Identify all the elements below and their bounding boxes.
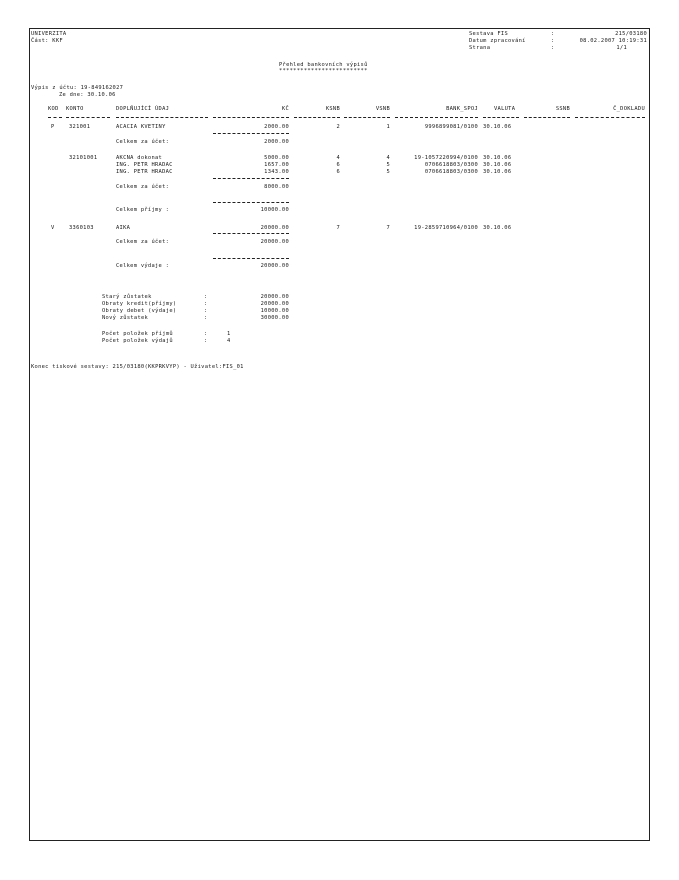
- col-konto: KONTO: [66, 106, 84, 112]
- col-doklad: Č_DOKLADU: [613, 106, 645, 112]
- summary-sep: :: [204, 308, 208, 314]
- row-banka: 19-1057220994/0100: [414, 155, 478, 161]
- row-banka: 9996899081/0100: [424, 124, 478, 130]
- title-underline-stars: *************************: [279, 68, 368, 74]
- col-banka: BANK_SPOJ: [446, 106, 478, 112]
- col-kod-rule: [48, 117, 62, 118]
- row-udaj: ING. PETR HRADAC: [116, 162, 173, 168]
- row-kc: 20000.00: [260, 225, 289, 231]
- report-end: Konec tiskové sestavy: 215/03180(KKPRKVYP) - Uživatel:FIS_01: [31, 364, 244, 370]
- row-subtotal-label: Celkem za účet:: [116, 184, 170, 190]
- report-title: Přehled bankovních výpisů: [279, 62, 368, 68]
- row-valuta: 30.10.06: [483, 124, 512, 130]
- row-ksnb: 7: [336, 225, 340, 231]
- date-value: 08.02.2007 10:19:31: [579, 38, 647, 44]
- col-konto-rule: [66, 117, 110, 118]
- summary-value: 20000.00: [260, 301, 289, 307]
- col-valuta-rule: [483, 117, 519, 118]
- row-kod: P: [51, 124, 55, 130]
- row-vsnb: 1: [386, 124, 390, 130]
- row-subtotal-label: Celkem za účet:: [116, 239, 170, 245]
- report-value: 215/03180: [615, 31, 647, 37]
- row-valuta: 30.10.06: [483, 225, 512, 231]
- subtotal-rule: [213, 178, 289, 179]
- col-kc: KČ: [281, 106, 289, 112]
- col-vsnb: VSNB: [375, 106, 390, 112]
- total-rule: [213, 258, 289, 259]
- col-vsnb-rule: [344, 117, 390, 118]
- col-ssnb-rule: [524, 117, 570, 118]
- row-subtotal-label: Celkem za účet:: [116, 139, 170, 145]
- summary-value: 20000.00: [260, 294, 289, 300]
- col-banka-rule: [395, 117, 478, 118]
- row-kc: 1657.00: [264, 162, 289, 168]
- col-valuta: VALUTA: [494, 106, 516, 112]
- row-ksnb: 6: [336, 162, 340, 168]
- col-ksnb-rule: [294, 117, 340, 118]
- col-kc-rule: [213, 117, 289, 118]
- count-label: Počet položek příjmů: [102, 331, 173, 337]
- summary-label: Starý zůstatek: [102, 294, 152, 300]
- row-subtotal-value: 8000.00: [264, 184, 289, 190]
- row-konto: 3360103: [69, 225, 94, 231]
- statement-date: Ze dne: 30.10.06: [59, 92, 116, 98]
- row-vsnb: 4: [386, 155, 390, 161]
- row-udaj: ACACIA KVETINY: [116, 124, 166, 130]
- row-ksnb: 2: [336, 124, 340, 130]
- row-valuta: 30.10.06: [483, 169, 512, 175]
- row-kc: 1343.00: [264, 169, 289, 175]
- page-label: Strana: [469, 45, 491, 51]
- count-value: 1: [227, 331, 231, 337]
- row-banka: 19-2859710964/0100: [414, 225, 478, 231]
- col-udaj: DOPLŇUJÍCÍ ÚDAJ: [116, 106, 170, 112]
- report-label: Sestava FIS: [469, 31, 508, 37]
- row-valuta: 30.10.06: [483, 155, 512, 161]
- summary-value: 30000.00: [260, 315, 289, 321]
- row-udaj: ING. PETR HRADAC: [116, 169, 173, 175]
- report-sep: :: [551, 31, 555, 37]
- count-value: 4: [227, 338, 231, 344]
- summary-sep: :: [204, 315, 208, 321]
- total-expense-value: 20000.00: [260, 263, 289, 269]
- col-ssnb: SSNB: [555, 106, 570, 112]
- row-subtotal-value: 20000.00: [260, 239, 289, 245]
- row-udaj: AKCNA dokonat: [116, 155, 163, 161]
- page-sep: :: [551, 45, 555, 51]
- row-kc: 5000.00: [264, 155, 289, 161]
- row-konto: 321001: [69, 124, 91, 130]
- row-udaj: AIKA: [116, 225, 131, 231]
- org-part: Část: KKF: [31, 38, 63, 44]
- summary-label: Obraty debet (výdaje): [102, 308, 177, 314]
- page-value: 1/1: [616, 45, 627, 51]
- summary-sep: :: [204, 301, 208, 307]
- total-income-label: Celkem příjmy :: [116, 207, 170, 213]
- row-vsnb: 7: [386, 225, 390, 231]
- summary-label: Obraty kredit(příjmy): [102, 301, 177, 307]
- col-doklad-rule: [575, 117, 645, 118]
- col-udaj-rule: [116, 117, 208, 118]
- row-kod: V: [51, 225, 55, 231]
- total-rule: [213, 202, 289, 203]
- total-income-value: 10000.00: [260, 207, 289, 213]
- subtotal-rule: [213, 233, 289, 234]
- total-expense-label: Celkem výdaje :: [116, 263, 170, 269]
- summary-sep: :: [204, 294, 208, 300]
- row-subtotal-value: 2000.00: [264, 139, 289, 145]
- statement-account: Výpis z účtu: 19-849162027: [31, 85, 124, 91]
- col-ksnb: KSNB: [325, 106, 340, 112]
- count-label: Počet položek výdajů: [102, 338, 173, 344]
- subtotal-rule: [213, 133, 289, 134]
- report-page: [29, 28, 650, 841]
- summary-value: 10000.00: [260, 308, 289, 314]
- count-sep: :: [204, 331, 208, 337]
- row-banka: 0706618803/0300: [424, 162, 478, 168]
- col-kod: KOD: [48, 106, 59, 112]
- row-konto: 32101001: [69, 155, 98, 161]
- row-banka: 0706618803/0300: [424, 169, 478, 175]
- org-name: UNIVERZITA: [31, 31, 67, 37]
- row-ksnb: 6: [336, 169, 340, 175]
- row-ksnb: 4: [336, 155, 340, 161]
- row-valuta: 30.10.06: [483, 162, 512, 168]
- summary-label: Nový zůstatek: [102, 315, 149, 321]
- row-kc: 2000.00: [264, 124, 289, 130]
- row-vsnb: 5: [386, 162, 390, 168]
- row-vsnb: 5: [386, 169, 390, 175]
- count-sep: :: [204, 338, 208, 344]
- date-label: Datum zpracování: [469, 38, 526, 44]
- date-sep: :: [551, 38, 555, 44]
